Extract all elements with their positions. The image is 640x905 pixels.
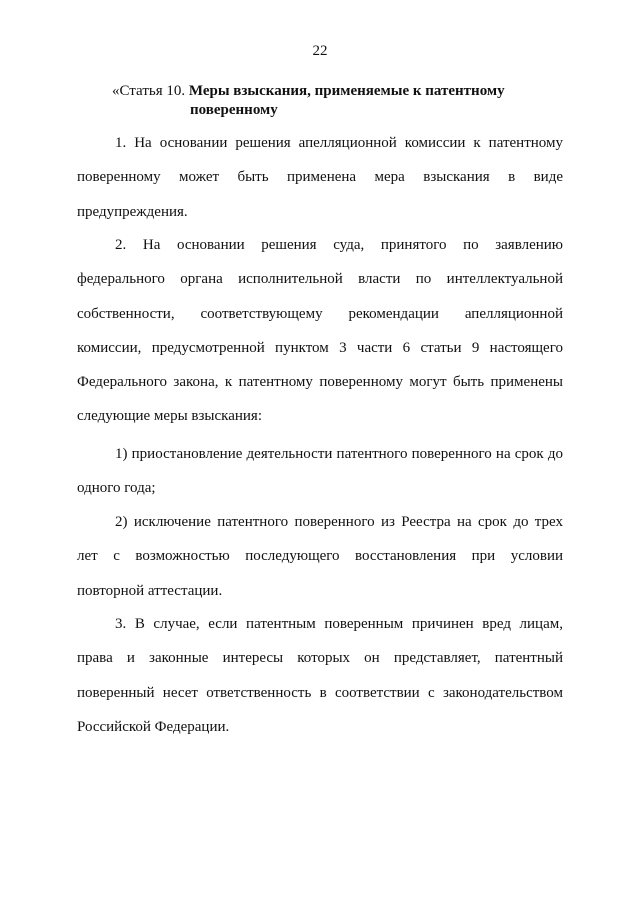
article-title-line1: Меры взыскания, применяемые к патентному xyxy=(188,83,505,99)
article-title-line2: поверенному xyxy=(190,102,278,118)
paragraph-2: 2. На основании решения суда, принятого по заявлению федерального органа исполнительной власти по интеллектуальной собственности, соответствующему рекомендации апелляционной комиссии, предусмотренной пунктом 3 части 6 статьи 9 настоящего Федерального закона, к патентному поверенному могут быть применены следующие меры взыскания: xyxy=(77,237,563,425)
list-item-1: 1) приостановление деятельности патентного поверенного на срок до одного года; xyxy=(77,446,563,497)
page-number: 22 xyxy=(312,43,328,59)
list-item-2: 2) исключение патентного поверенного из Реестра на срок до трех лет с возможностью последующего восстановления при условии повторной аттестации. xyxy=(77,514,563,599)
paragraph-3-block xyxy=(77,607,563,744)
list-item-1-block xyxy=(77,437,563,506)
paragraph-1: 1. На основании решения апелляционной комиссии к патентному поверенному может быть применена мера взыскания в виде предупреждения. xyxy=(77,135,563,220)
list-item-2-block xyxy=(77,505,563,608)
paragraph-3: 3. В случае, если патентным поверенным причинен вред лицам, права и законные интересы которых он представляет, патентный поверенный несет ответственность в соответствии с законодательством Российской Федерации. xyxy=(77,616,563,735)
article-heading xyxy=(112,82,532,120)
paragraph-2-block xyxy=(77,228,563,434)
article-prefix: «Статья 10. xyxy=(112,83,186,99)
paragraph-1-block xyxy=(77,126,563,229)
